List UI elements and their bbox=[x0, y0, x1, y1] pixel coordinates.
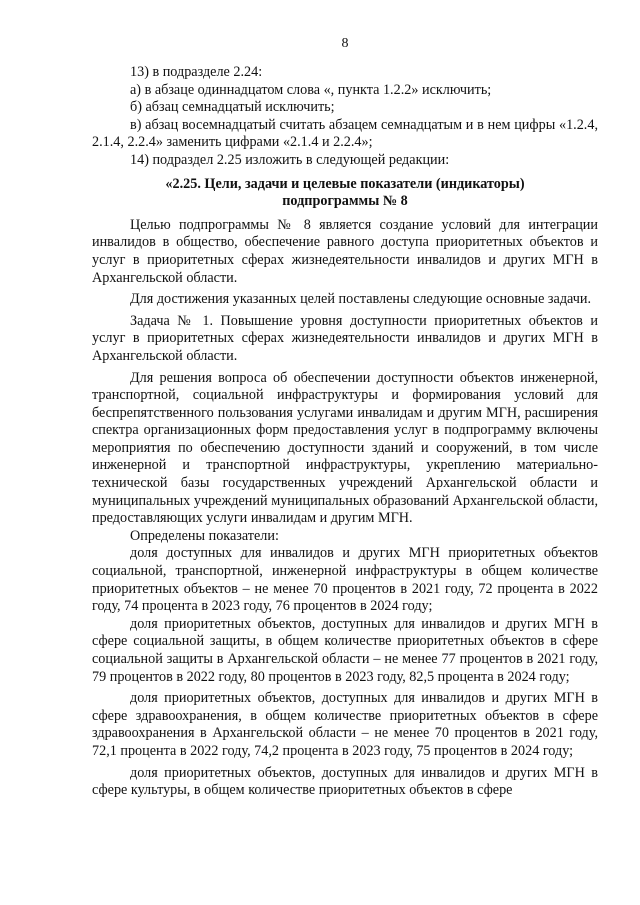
amendment-item-13: 13) в подразделе 2.24: bbox=[130, 64, 263, 80]
paragraph-goal: Целью подпрограммы № 8 является создание условий для интеграции инвалидов в общество, обеспечение равного доступа приоритетных объектов и услуг в приоритетных сферах жизнедеятельности инвалидов и других МГН в Архангельской области. bbox=[92, 216, 598, 286]
paragraph-task-1: Задача № 1. Повышение уровня доступности приоритетных объектов и услуг в приоритетных сферах жизнедеятельности инвалидов и других МГН в Архангельской области. bbox=[92, 312, 598, 364]
paragraph-measures: Для решения вопроса об обеспечении доступности объектов инженерной, транспортной, социальной инфраструктуры и формирования условий для беспрепятственного пользования услугами инвалидам и другим МГН, расширения спектра организационных форм предоставления услуг в подпрограмму включены мероприятия по обеспечению доступности зданий и сооружений, в том числе инженерной и транспортной инфраструктуры, укреплению материально-технической базы государственных учреждений Архангельской области и муниципальных учреждений муниципальных образований Архангельской области, предоставляющих услуги инвалидам и другим МГН. bbox=[92, 369, 598, 527]
indicator-culture: доля приоритетных объектов, доступных для инвалидов и других МГН в сфере культуры, в общем количестве приоритетных объектов в сфере bbox=[92, 764, 598, 799]
section-heading-line-1: «2.25. Цели, задачи и целевые показатели (индикаторы) bbox=[165, 175, 525, 192]
section-heading-line-2: подпрограммы № 8 bbox=[282, 193, 408, 210]
amendment-subitem-a: а) в абзаце одиннадцатом слова «, пункта 1.2.2» исключить; bbox=[130, 81, 492, 98]
indicator-infrastructure: доля доступных для инвалидов и других МГН приоритетных объектов социальной, транспортной, инженерной инфраструктуры в общем количестве приоритетных объектов – не менее 70 процентов в 2021 году, 72 процента в 2022 году, 74 процента в 2023 году, 76 процентов в 2024 году; bbox=[92, 545, 598, 615]
page-number: 8 bbox=[341, 36, 349, 51]
amendment-item-14: 14) подраздел 2.25 изложить в следующей редакции: bbox=[130, 151, 450, 168]
amendment-subitem-b: б) абзац семнадцатый исключить; bbox=[130, 99, 335, 116]
amendment-subitem-v: в) абзац восемнадцатый считать абзацем семнадцатым и в нем цифры «1.2.4, 2.1.4, 2.2.4» заменить цифрами «2.1.4 и 2.2.4»; bbox=[92, 116, 598, 151]
paragraph-indicators-intro: Определены показатели: bbox=[130, 527, 279, 544]
indicator-healthcare: доля приоритетных объектов, доступных для инвалидов и других МГН в сфере здравоохранения, в общем количестве приоритетных объектов в сфере здравоохранения в Архангельской области – не менее 70 процентов в 2021 году, 72,1 процента в 2022 году, 74,2 процента в 2023 году, 75 процентов в 2024 году; bbox=[92, 690, 598, 759]
section-heading bbox=[92, 176, 598, 211]
indicator-social-protection: доля приоритетных объектов, доступных для инвалидов и других МГН в сфере социальной защиты, в общем количестве приоритетных объектов в сфере социальной защиты в Архангельской области – не менее 77 процентов в 2021 году, 79 процентов в 2022 году, 80 процентов в 2023 году, 82,5 процента в 2024 году; bbox=[92, 615, 598, 685]
paragraph-tasks: Для достижения указанных целей поставлены следующие основные задачи. bbox=[130, 291, 592, 308]
